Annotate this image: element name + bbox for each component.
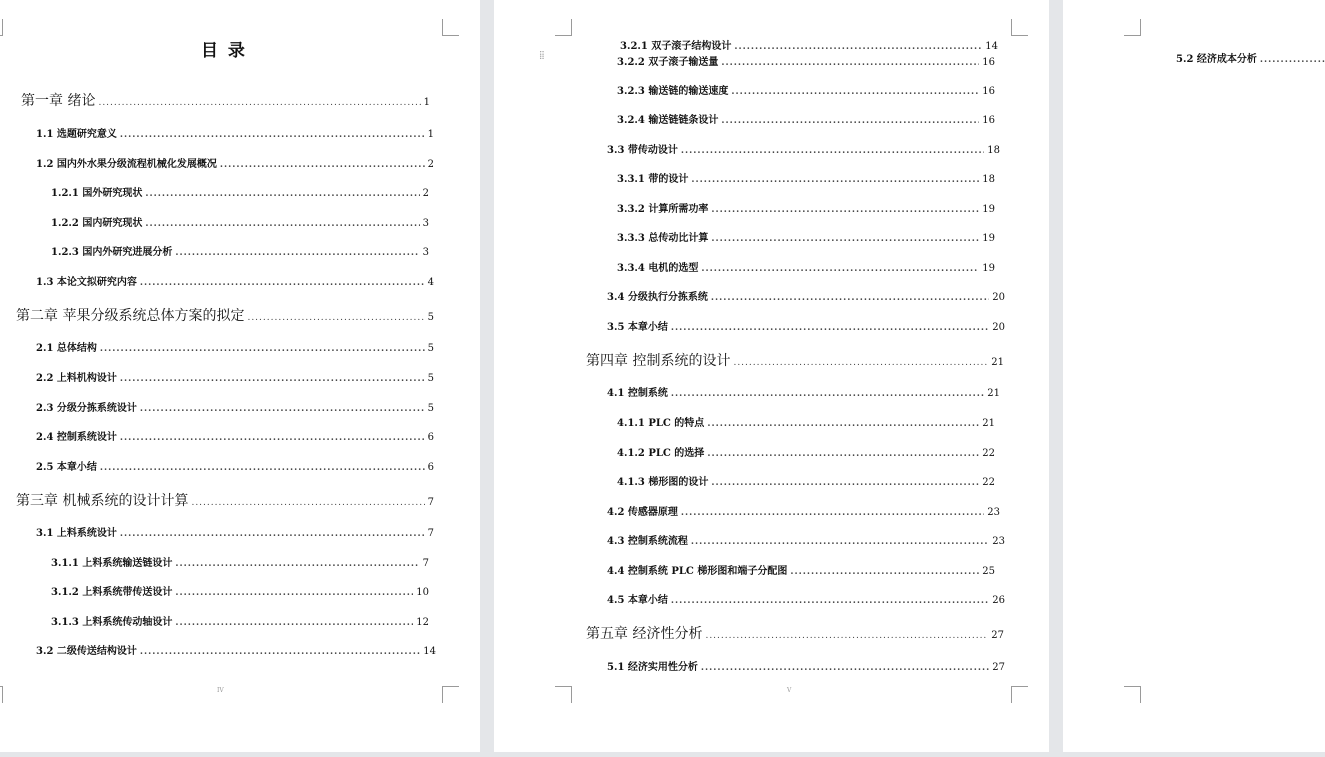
toc-entry-section[interactable]: 4.2 传感器原理 ..... 23 [607,503,1000,518]
toc-entry-section[interactable]: 2.4 控制系统设计 ..... 6 [36,428,434,443]
toc-entry-section[interactable]: 2.1 总体结构 ..... 5 [36,339,434,354]
toc-entry-section[interactable]: 3.3 带传动设计 ..... 18 [607,141,1000,156]
crop-mark [442,686,459,703]
toc-entry-chapter[interactable]: 第四章 控制系统的设计 ..... 21 [586,350,1004,370]
page-number: IV [217,687,224,694]
toc-title: 目 录 [201,41,247,61]
crop-mark [442,19,459,36]
toc-entry-subsection[interactable]: 3.2.2 双子滚子输送量 ..... 16 [617,53,995,68]
toc-entry-subsection[interactable]: 4.1.1 PLC 的特点 ..... 21 [617,414,995,429]
toc-entry-section[interactable]: 2.5 本章小结 ..... 6 [36,458,434,473]
toc-entry-subsection[interactable]: 1.2.1 国外研究现状 ..... 2 [51,184,429,199]
toc-entry-section[interactable]: 2.2 上料机构设计 ..... 5 [36,369,434,384]
toc-entry-subsection[interactable]: 3.2.4 输送链链条设计 ..... 16 [617,111,995,126]
crop-mark [1011,686,1028,703]
toc-entry-section[interactable]: 2.3 分级分拣系统设计 ..... 5 [36,399,434,414]
crop-mark [1011,19,1028,36]
toc-entry-subsection[interactable]: 1.2.3 国内外研究进展分析 ..... 3 [51,243,429,258]
toc-entry-section[interactable]: 5.2 经济成本分析 ..... [1176,50,1325,65]
toc-entry-section[interactable]: 1.3 本论文拟研究内容 ..... 4 [36,273,434,288]
toc-entry-section[interactable]: 4.1 控制系统 ..... 21 [607,384,1000,399]
crop-mark [1124,19,1141,36]
toc-entry-chapter[interactable]: 第五章 经济性分析 ..... 27 [586,623,1004,643]
toc-entry-chapter[interactable]: 第二章 苹果分级系统总体方案的拟定 ..... 5 [16,305,434,325]
toc-entry-subsection[interactable]: 3.3.1 带的设计 ..... 18 [617,170,995,185]
toc-entry-section[interactable]: 1.1 选题研究意义 ..... 1 [36,125,434,140]
toc-entry-subsection[interactable]: 3.3.3 总传动比计算 ..... 19 [617,229,995,244]
toc-entry-subsection[interactable]: 3.2.3 输送链的输送速度 ..... 16 [617,82,995,97]
toc-entry-section[interactable]: 5.1 经济实用性分析 ..... 27 [607,658,1005,673]
toc-entry-subsection[interactable]: 3.1.1 上料系统输送链设计 ..... 7 [51,554,429,569]
toc-entry-subsection[interactable]: 3.2.1 双子滚子结构设计 ..... 14 [620,37,998,52]
toc-entry-chapter[interactable]: 第三章 机械系统的设计计算 ..... 7 [16,490,434,510]
toc-entry-subsection[interactable]: 3.1.2 上料系统带传送设计 ..... 10 [51,583,429,598]
toc-entry-section[interactable]: 3.2 二级传送结构设计 ..... 14 [36,642,436,657]
toc-entry-section[interactable]: 4.5 本章小结 ..... 26 [607,591,1005,606]
toc-entry-section[interactable]: 4.4 控制系统 PLC 梯形图和端子分配图 ..... 25 [607,562,995,577]
crop-mark [1124,686,1141,703]
crop-mark [0,19,3,36]
toc-entry-chapter[interactable]: 第一章 绪论 ..... 1 [21,90,430,110]
crop-mark [555,19,572,36]
page-number: V [787,687,792,694]
toc-entry-section[interactable]: 3.1 上料系统设计 ..... 7 [36,524,434,539]
toc-entry-section[interactable]: 1.2 国内外水果分级流程机械化发展概况 ..... 2 [36,155,434,170]
document-page-2 [494,0,1049,752]
crop-mark [555,686,572,703]
toc-entry-section[interactable]: 3.4 分级执行分拣系统 ..... 20 [607,288,1005,303]
document-page-3 [1063,0,1325,752]
toc-entry-subsection[interactable]: 4.1.3 梯形图的设计 ..... 22 [617,473,995,488]
document-page-1 [0,0,480,752]
toc-entry-subsection[interactable]: 4.1.2 PLC 的选择 ..... 22 [617,444,995,459]
toc-entry-subsection[interactable]: 3.3.2 计算所需功率 ..... 19 [617,200,995,215]
toc-entry-subsection[interactable]: 3.1.3 上料系统传动轴设计 ..... 12 [51,613,429,628]
drag-handle-icon[interactable]: ⁞⁞ [539,48,544,62]
toc-entry-subsection[interactable]: 1.2.2 国内研究现状 ..... 3 [51,214,429,229]
toc-entry-section[interactable]: 3.5 本章小结 ..... 20 [607,318,1005,333]
toc-entry-section[interactable]: 4.3 控制系统流程 ..... 23 [607,532,1005,547]
toc-entry-subsection[interactable]: 3.3.4 电机的选型 ..... 19 [617,259,995,274]
crop-mark [0,686,3,703]
